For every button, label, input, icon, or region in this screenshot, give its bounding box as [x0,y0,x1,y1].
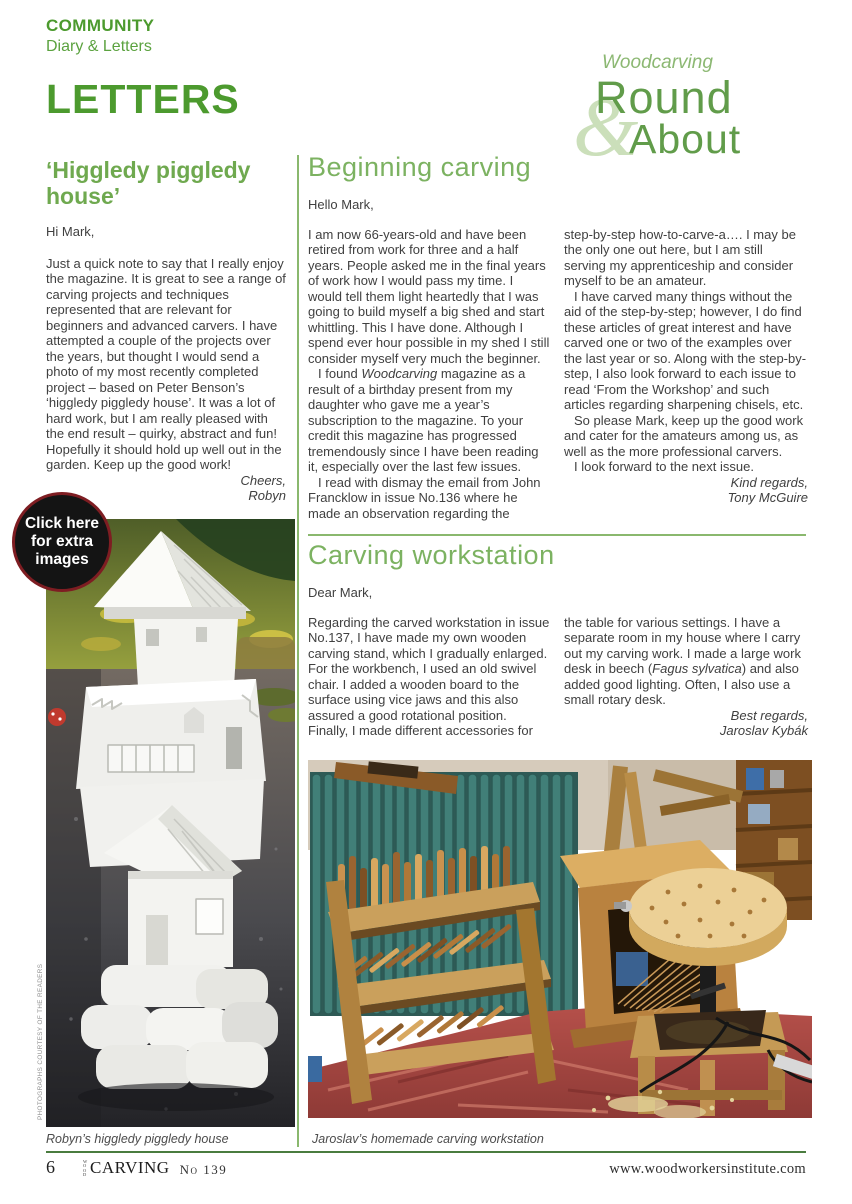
letter-higgledy-piggledy [46,157,286,504]
letter1-body: Just a quick note to say that I really enjoy the magazine. It is great to see a range of carving projects and techniques represented that are relevant for beginners and advanced carvers. I have attempted a couple of the projects over the years, but thought I would send a photo of my most recently completed project – based on Peter Benson’s ‘higgledy piggledy house’. It was a lot of hard work, but I am really pleased with the end result – quirky, abstract and fun! Hopefully it should hold up well out in the garden. Keep up the good work! [46,255,286,472]
letter3-salutation: Dear Mark, [308,585,373,600]
letter3-column-2: the table for various settings. I have a separate room in my house where I carry out my carving work. I made a large work desk in beech (Fagus sylvatica) and also added good lighting. Often, I also use a small rotary desk. Best regards, Jaroslav Kybák [564,614,808,738]
footer [46,1157,806,1178]
photo1-caption: Robyn’s higgledy piggledy house [46,1132,229,1146]
page-title: LETTERS [46,76,240,122]
letter2-signature: Tony McGuire [727,490,808,505]
sculpture-photo [46,519,295,1127]
photo-credit: PHOTOGRAPHS COURTESY OF THE READERS [37,963,44,1120]
brand-about: About [629,116,742,162]
letter3-title: Carving workstation [308,540,555,570]
mushroom-ornament [48,708,66,726]
letter2-signoff: Kind regards, [730,474,808,490]
column-divider [297,155,299,1147]
issue-number: No 139 [179,1162,228,1177]
letter3-signature: Jaroslav Kybák [719,723,808,738]
letter3-column-1: Regarding the carved workstation in issue No.137, I have made my own wooden carving stand, which I gradually enlarged. For the workbench, I used an old swivel chair. I added a wooden board to the surface using vice jaws and this also assured a good rotational position. Finally, I made different accessories for [308,614,550,738]
woodcarving-logo [83,1158,170,1178]
logo-carving: CARVING [90,1158,170,1177]
kicker-community: COMMUNITY [46,16,155,35]
page-number: 6 [46,1157,55,1177]
brand-woodcarving: Woodcarving [602,52,713,73]
logo-wood: WOOD [83,1158,88,1178]
letter2-column-1: I am now 66-years-old and have been retired from work for three and a half years. People asked me in the final years of work how I would pass my time. I would tell them light heartedly that I was going to build myself a big shed and start whittling. This I have done. Although I spend ever hour possible in my shed I still consider myself very much the beginner. I found Woodcarving magazine as a result of a birthday present from my daughter who gave me a year’s subscription to the magazine. To your credit this magazine has progressed tremendously since I have been reading it, especially over the last few issues. I read with dismay the email from John Francklow in issue No.136 where he made an observation regarding the [308,226,550,521]
badge-line: images [35,551,89,568]
brand-ampersand: & [573,81,639,174]
photo2-caption: Jaroslav’s homemade carving workstation [312,1132,544,1146]
badge-line: Click here [24,515,100,532]
letter-beginning-carving [308,152,808,521]
letter1-title: ‘Higgledy piggledy house’ [46,157,251,209]
letter3-signoff: Best regards, [730,707,808,723]
letter1-signoff: Cheers, [240,472,286,488]
letter2-column-2: step-by-step how-to-carve-a…. I may be the only one out here, but I am still serving my apprenticeship and consider myself to be an amateur. I have carved many things without the aid of the step-by-step; however, I do find these articles of great interest and have carved one or two of the examples over the last year or so. Along with the step-by-step, I also look forward to each issue to read ‘From the Workshop’ and such articles regarding sharpening chisels, etc. So please Mark, keep up the good work and cater for the amateurs among us, as well as the more professional carvers. I look forward to the next issue. Kind regards, Tony McGuire [564,226,808,505]
section-kicker [46,16,154,56]
footer-rule [46,1151,806,1153]
workshop-photo [308,760,812,1118]
letter1-signature: Robyn [248,488,286,503]
letter2-title: Beginning carving [308,152,532,182]
website-url[interactable]: www.woodworkersinstitute.com [609,1161,806,1177]
letter2-salutation: Hello Mark, [308,197,374,212]
brand-round: Round [595,72,733,123]
letter-carving-workstation [308,540,808,739]
kicker-diary-letters: Diary & Letters [46,38,152,55]
letter1-salutation: Hi Mark, [46,224,95,239]
badge-line: for extra [30,533,94,550]
section-rule [308,534,806,536]
click-here-badge[interactable] [12,492,112,592]
